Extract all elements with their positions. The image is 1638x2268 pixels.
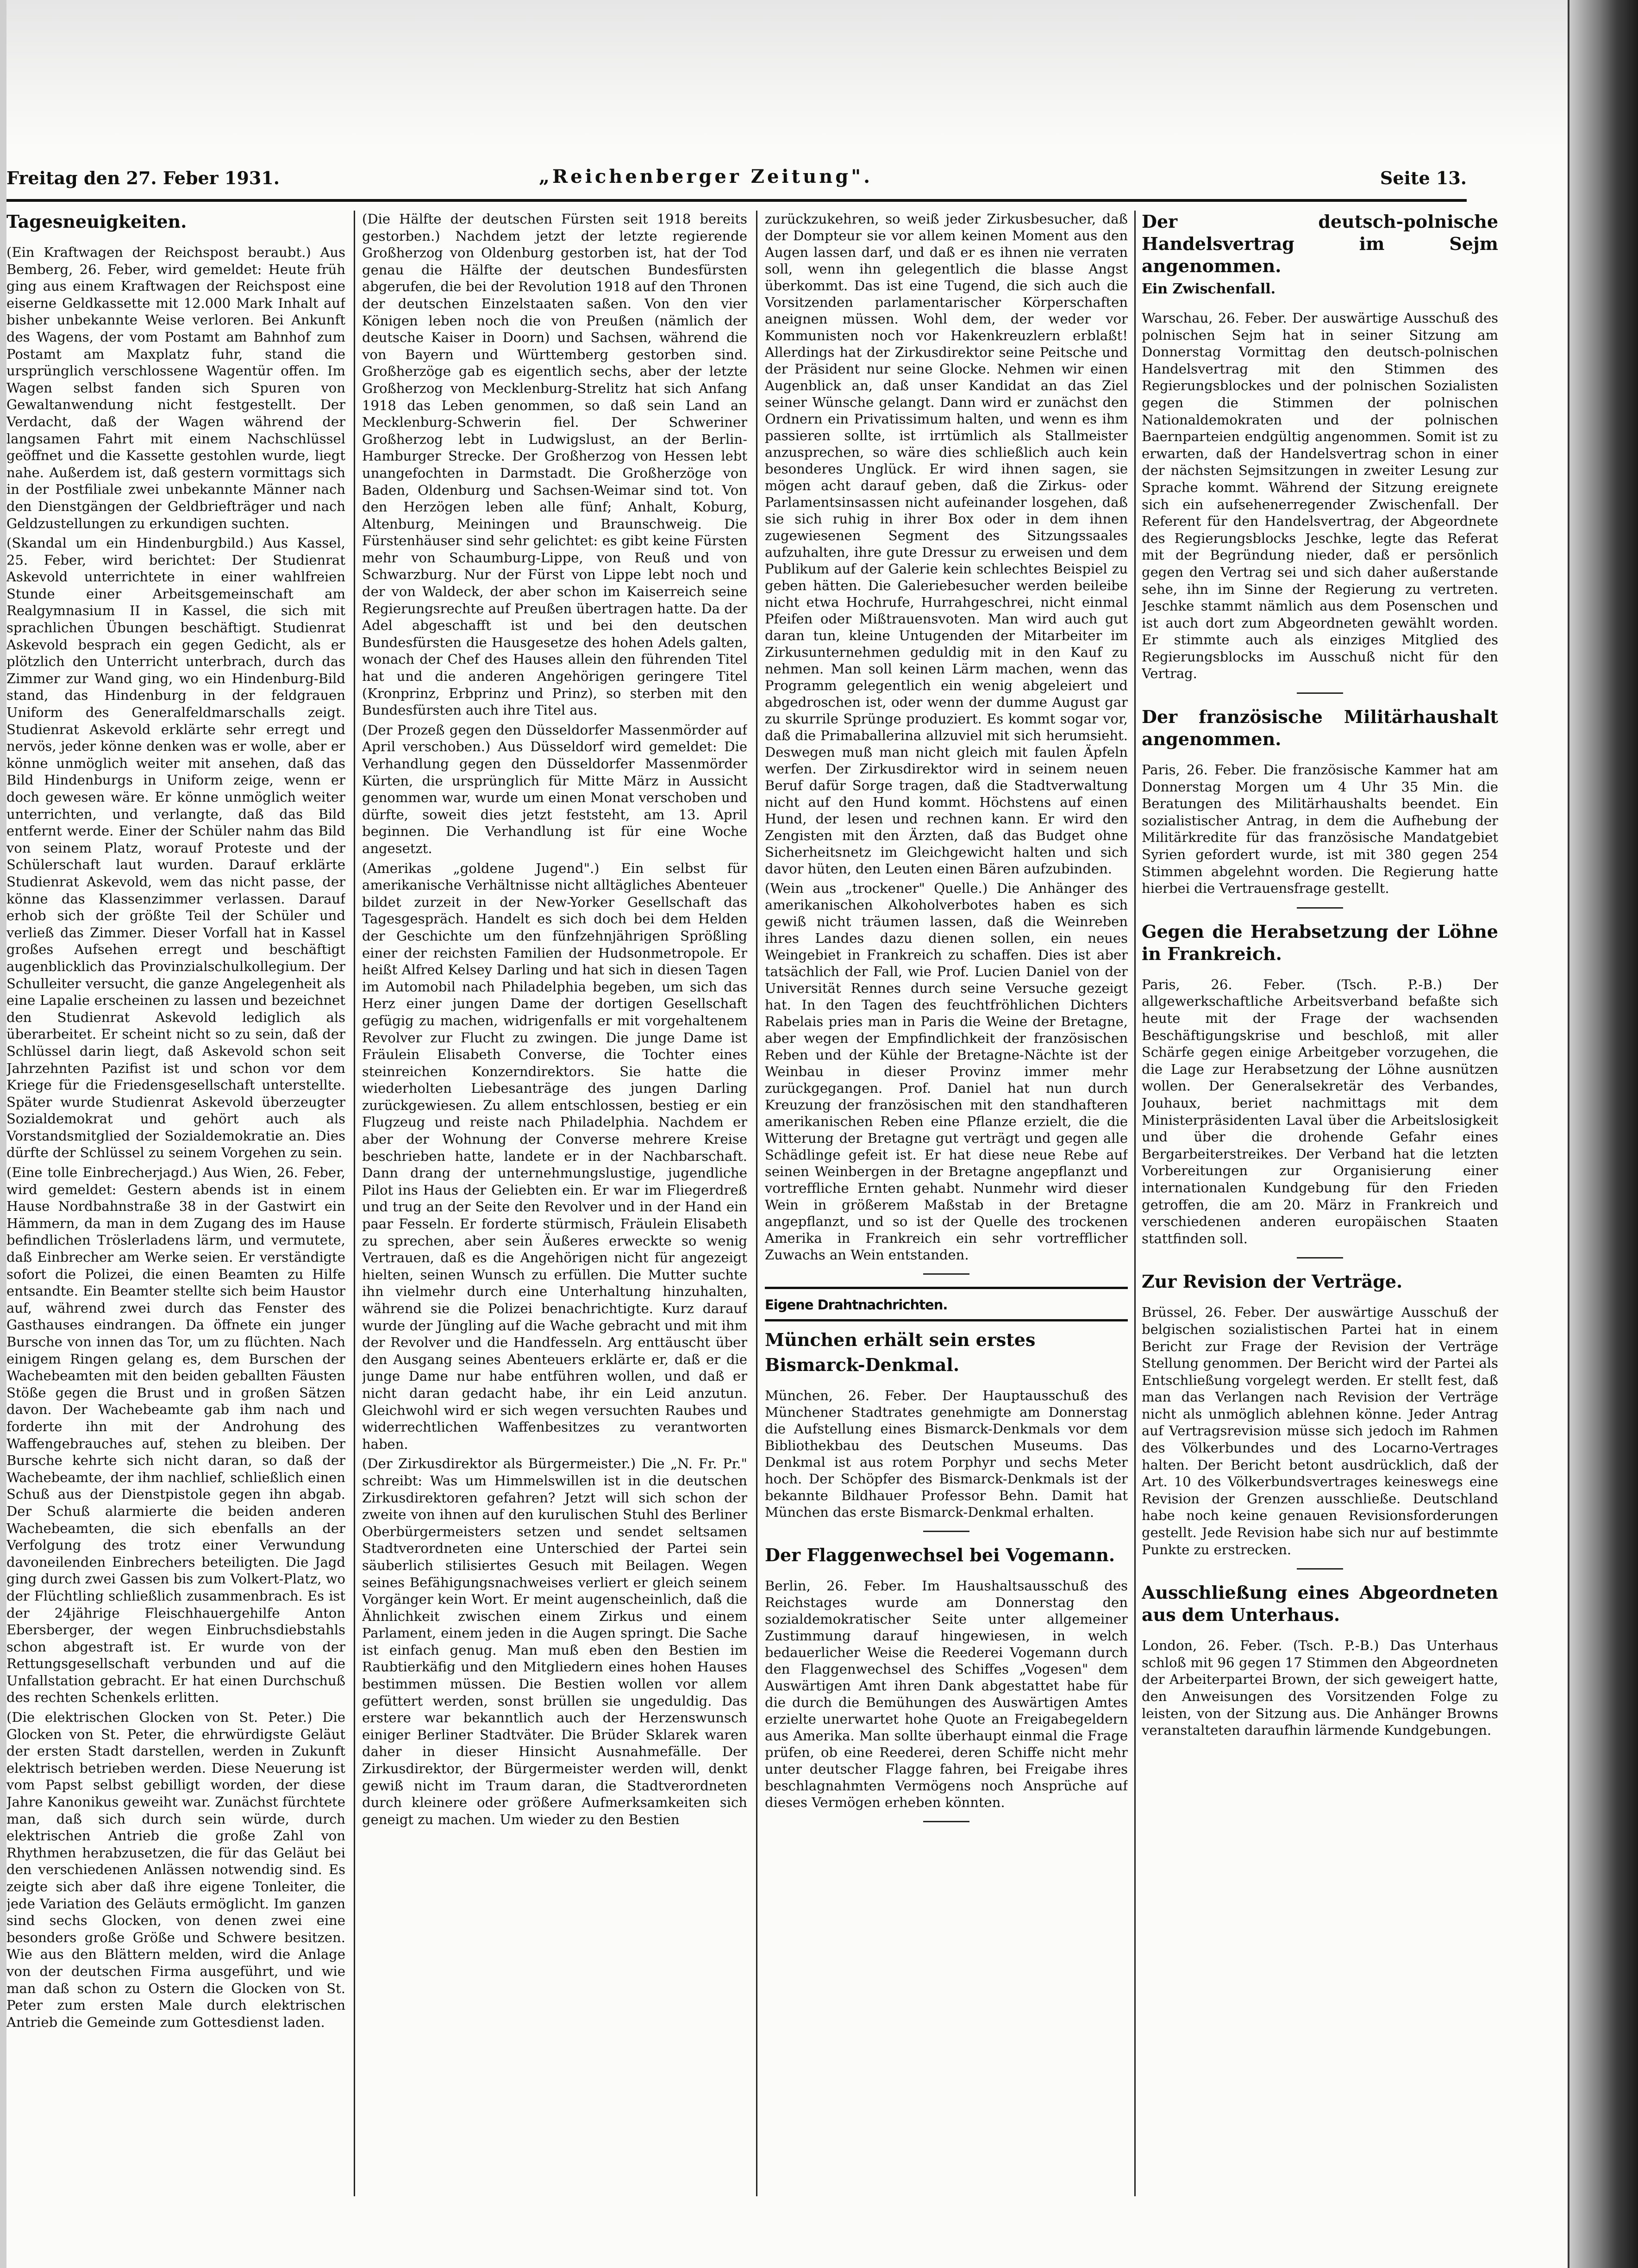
separator <box>1297 1257 1343 1259</box>
gutter-edge-line <box>1568 0 1569 2268</box>
article-zirkusdirektor: (Der Zirkusdirektor als Bürgermeister.) Die „N. Fr. Pr." schreibt: Was um Himmelswillen ist in die deutschen Zirkusdirektoren gefahren? Jetzt will sich schon der zweite von ihnen auf den kurulischen Stuhl des Berliner Oberbürgermeisters setzen und sendet seltsamen Stadtverordneten eine Unterschied der Partei sein säuberlich stilisiertes Gesuch mit Beilagen. Wegen seines Befähigungsnachweises verliert er gleich seinem Vorgänger kein Wort. Er meint augenscheinlich, daß die Ähnlichkeit zwischen einem Zirkus und einem Parlament, einem jeden in die Augen springt. Die Sache ist einfach genug. Man muß eben den Bestien im Raubtierkäfig und den Mitgliedern eines hohen Hauses bestimmen müssen. Die Bestien wollen vor allem gefüttert werden, sonst brüllen sie ungeduldig. Das erstere war bekanntlich auch der Herzenswunsch einiger Berliner Stadtväter. Die Brüder Sklarek waren daher in dieser Hinsicht Ausnahmefälle. Der Zirkusdirektor, der Bürgermeister werden will, denkt gewiß nicht im Traum daran, die Stadtverordneten durch kleinere oder größere Aufmerksamkeiten sich geneigt zu machen. Um wieder zu den Bestien <box>362 1456 747 1827</box>
separator-wide <box>765 1319 1128 1321</box>
headline-handelsvertrag: Der deutsch-polnische Handelsvertrag im Sejm angenommen. <box>1142 211 1498 276</box>
article-zirkusdirektor-cont: zurückzukehren, so weiß jeder Zirkusbesucher, daß der Dompteur sie vor allem keinen Moment aus den Augen lassen darf, und daß er es ihnen nie verraten soll, wenn ihn gelegentlich die blasse Angst überkommt. Das ist eine Tugend, die sich auch die Vorsitzenden parlamentarischer Körperschaften aneignen müssen. Wohl dem, der weder vor Kommunisten noch vor Hakenkreuzlern erblaßt! Allerdings hat der Zirkusdirektor seine Peitsche und der Präsident nur seine Glocke. Nehmen wir einen Augenblick an, daß unser Kandidat an das Ziel seiner Wünsche gelangt. Dann wird er zunächst den Ordnern ein Privatissimum halten, und wenn es ihm passieren sollte, ist irrtümlich als Stallmeister anzusprechen, so wäre dies schließlich auch kein besonderes Unglück. Er wird ihnen sagen, sie mögen acht darauf geben, daß die Zirkus- oder Parlamentsinsassen nicht aufeinander losgehen, daß sie sich ruhig in ihrer Box oder in dem ihnen zugewiesenen Segment des Sitzungssaales aufzuhalten, ihre gute Dressur zu erweisen und dem Publikum auf der Galerie kein schlechtes Beispiel zu geben hätten. Die Galeriebesucher werden beileibe nicht etwa Hochrufe, Hurrahgeschrei, nicht einmal Pfeifen oder Mißtrauensvoten. Man wird auch gut daran tun, kleine Untugenden der Mitarbeiter im Zirkusunternehmen geduldig mit in den Kauf zu nehmen. Man soll keinen Lärm machen, wenn das Programm gelegentlich ein wenig abgeleiert und abgedroschen ist, oder wenn der dumme August gar zu skurrile Sprünge produziert. Es kommt sogar vor, daß die Primaballerina allzuviel mit sich herumsieht. Deswegen muß man nicht gleich mit faulen Äpfeln werfen. Der Zirkusdirektor wird in seinem neuen Beruf dafür Sorge tragen, daß die Stadtverwaltung nicht auf den Hund kommt. Höchstens auf einen Hund, der lesen und rechnen kann. Er wird den Zengisten mit den Ärzten, daß das Budget ohne Sicherheitsnetz im Gleichgewicht halten und sich davor hüten, den Leuten einen Bären aufzubinden. <box>765 211 1128 877</box>
headline-bismarck-2: Bismarck-Denkmal. <box>765 1354 960 1375</box>
column-2 <box>362 211 747 2196</box>
article-flaggenwechsel: Berlin, 26. Feber. Im Haushaltsausschuß des Reichstages wurde am Donnerstag den sozialdemokratischer Seite unter allgemeiner Zustimmung darauf hingewiesen, in welch bedauerlicher Weise die Reederei Vogemann durch den Flaggenwechsel des Schiffes „Vogesen" dem Auswärtigen Amt ihren Dank abgestattet habe für die durch die Bemühungen des Auswärtigen Amtes erzielte unerwartet hohe Quote an Freigabegeldern aus Amerika. Man sollte überhaupt einmal die Frage prüfen, ob eine Reederei, deren Schiffe nicht mehr unter deutscher Flagge fahren, bei Freigabe ihres beschlagnahmten Vermögens noch Ansprüche auf dieses Vermögen erheben könnten. <box>765 1577 1128 1810</box>
separator <box>1297 907 1343 909</box>
separator <box>1297 692 1343 694</box>
separator-wide <box>765 1287 1128 1289</box>
headline-unterhaus: Ausschließung eines Abgeordneten aus dem Unterhaus. <box>1142 1582 1498 1626</box>
page-left-edge <box>0 0 6 2268</box>
newspaper-title: „Reichenberger Zeitung". <box>539 166 873 187</box>
subheadline-zwischenfall: Ein Zwischenfall. <box>1142 281 1276 297</box>
article-handelsvertrag: Warschau, 26. Feber. Der auswärtige Ausschuß des polnischen Sejm hat in seiner Sitzung am Donnerstag Vormittag den deutsch-polnischen Handelsvertrag mit den Stimmen des Regierungsblockes und der polnischen Sozialisten gegen die Stimmen der polnischen Nationaldemokraten und der polnischen Baernparteien endgültig angenommen. Somit ist zu erwarten, daß der Handelsvertrag schon in einer der nächsten Sejmsitzungen in zweiter Lesung zur Sprache kommt. Während der Sitzung ereignete sich ein aufsehenerregender Zwischenfall. Der Referent für den Handelsvertrag, der Abgeordnete des Regierungsblocks Jeschke, legte das Referat mit der Begründung nieder, daß er persönlich gegen den Vertrag sei und sich daher außerstande sehe, ihn im Sinne der Regierung zu vertreten. Jeschke stammt nämlich aus dem Posenschen und ist auch dort zum Abgeordneten gewählt worden. Er stimmte auch als einziges Mitglied des Regierungsblocks im Ausschuß nicht für den Vertrag. <box>1142 310 1498 682</box>
separator <box>1297 1568 1343 1570</box>
headline-flaggenwechsel: Der Flaggenwechsel bei Vogemann. <box>765 1544 1115 1565</box>
headline-loehne-frankreich: Gegen die Herabsetzung der Löhne in Frankreich. <box>1142 921 1498 964</box>
article-einbrecherjagd: (Eine tolle Einbrecherjagd.) Aus Wien, 26. Feber, wird gemeldet: Gestern abends ist in einem Hause Nordbahnstraße 38 in der Gastwirt ein Hämmern, da man in dem Zugang des im Hause befindlichen Tröslerladens lärm, und vermutete, daß Einbrecher am Werke seien. Er verständigte sofort die Polizei, die einen Beamten zu Hilfe entsandte. Ein Beamter stellte sich beim Haustor auf, während zwei durch das Fenster des Gasthauses eindrangen. Da öffnete ein junger Bursche von innen das Tor, um zu flüchten. Nach einigem Ringen gelang es, dem Burschen der Wachebeamten mit den beiden geballten Fäusten Stöße gegen die Brust und in großen Sätzen davon. Der Wachebeamte gab ihm nach und forderte ihn mit der Androhung des Waffengebrauches auf, stehen zu bleiben. Der Bursche kehrte sich nicht daran, so daß der Wachebeamte, der ihm nachlief, schließlich einen Schuß aus der Dienstpistole gegen ihn abgab. Der Schuß alarmierte die beiden anderen Wachebeamten, die sich ebenfalls an der Verfolgung des trotz einer Verwundung davoneilenden Einbrechers beteiligten. Die Jagd ging durch zwei Gassen bis zum Volkert-Platz, wo der Flüchtling schließlich zusammenbrach. Es ist der 24jährige Fleischhauergehilfe Anton Ebersberger, der wegen Einbruchsdiebstahls schon abgestraft ist. Er wurde von der Rettungsgesellschaft verbunden und auf die Unfallstation gebracht. Er hat einen Durchschuß des rechten Schenkels erlitten. <box>6 1165 345 1706</box>
masthead-rule <box>6 199 1467 202</box>
headline-revision-vertraege: Zur Revision der Verträge. <box>1142 1271 1403 1292</box>
article-goldene-jugend: (Amerikas „goldene Jugend".) Ein selbst für amerikanische Verhältnisse nicht alltägliches Abenteuer bildet zurzeit in der New-Yorker Gesellschaft das Tagesgespräch. Handelt es sich doch bei dem Helden der Geschichte um den fünfzehnjährigen Sprößling einer der reichsten Familien der Hudsonmetropole. Er heißt Alfred Kelsey Darling und hat sich in diesen Tagen im Automobil nach Philadelphia begeben, um sich das Herz einer jungen Dame der dortigen Gesellschaft gefügig zu machen, widrigenfalls er mit vorgehaltenem Revolver zur Flucht zu zwingen. Die junge Dame ist Fräulein Elisabeth Converse, die Tochter eines steinreichen Konzerndirektors. Sie hatte die wiederholten Liebesanträge des jungen Darling zurückgewiesen. Zu allem entschlossen, bestieg er ein Flugzeug und reiste nach Philadelphia. Nachdem er aber der Wohnung der Converse mehrere Kreise beschrieben hatte, landete er in der Nachbarschaft. Dann drang der unternehmungslustige, jugendliche Pilot ins Haus der Geliebten ein. Er war im Fliegerdreß und trug an der Seite den Revolver und in der Hand ein paar Fesseln. Er forderte stürmisch, Fräulein Elisabeth zu sprechen, aber sein Äußeres erweckte so wenig Vertrauen, daß es die Angehörigen nicht für angezeigt hielten, seinen Wunsch zu erfüllen. Die Mutter suchte ihn vielmehr durch eine Unterhaltung hinzuhalten, während sie die Polizei benachrichtigte. Kurz darauf wurde der Jüngling auf die Wache gebracht und mit ihm der Revolver und die Handfesseln. Arg enttäuscht über den Ausgang seines Abenteuers erklärte er, daß er die junge Dame nur habe entführen wollen, und daß er nicht daran gedacht habe, ihr ein Leid anzutun. Gleichwohl wird er sich wegen versuchten Raubes und widerrechtlichen Waffenbesitzes zu verantworten haben. <box>362 860 747 1452</box>
article-militaerhaushalt: Paris, 26. Feber. Die französische Kammer hat am Donnerstag Morgen um 4 Uhr 35 Min. die Beratungen des Militärhaushalts beendet. Ein sozialistischer Antrag, in dem die Aufhebung der Militärkredite für das französische Mandatgebiet Syrien gefordert wurde, ist mit 380 gegen 254 Stimmen abgelehnt worden. Die Regierung hatte hierbei die Vertrauensfrage gestellt. <box>1142 762 1498 897</box>
article-loehne-frankreich: Paris, 26. Feber. (Tsch. P.-B.) Der allgewerkschaftliche Arbeitsverband befaßte sich heute mit der Frage der wachsenden Beschäftigungskrise und beschloß, mit aller Schärfe gegen einige Arbeitgeber vorzugehen, die die Lage zur Herabsetzung der Löhne ausnützen wollen. Der Generalsekretär des Verbandes, Jouhaux, beriet nachmittags mit dem Ministerpräsidenten Laval über die Arbeitslosigkeit und über die drohende Gefahr eines Bergarbeiterstreikes. Der Verband hat die letzten Vorbereitungen zur Organisierung einer internationalen Kundgebung für den Frieden getroffen, die am 20. März in Frankreich und verschiedenen anderen europäischen Staaten stattfinden soll. <box>1142 976 1498 1246</box>
headline-bismarck: München erhält sein erstes <box>765 1329 1036 1350</box>
section-heading: Tagesneuigkeiten. <box>6 211 187 232</box>
column-1 <box>6 211 345 2196</box>
column-rule <box>1134 211 1136 2196</box>
separator <box>923 1531 969 1532</box>
article-duesseldorf-prozess: (Der Prozeß gegen den Düsseldorfer Massenmörder auf April verschoben.) Aus Düsseldorf wird gemeldet: Die Verhandlung gegen den Düsseldorfer Massenmörder Kürten, die ursprünglich für Mitte März in Aussicht genommen war, wurde um einen Monat verschoben und dürfte, soweit dies jetzt feststeht, am 13. April beginnen. Die Verhandlung ist für eine Woche angesetzt. <box>362 722 747 856</box>
separator <box>923 1273 969 1275</box>
page-top-margin <box>0 0 1574 148</box>
banner-drahtnachrichten: Eigene Drahtnachrichten. <box>765 1297 948 1313</box>
article-unterhaus: London, 26. Feber. (Tsch. P.-B.) Das Unterhaus schloß mit 96 gegen 17 Stimmen den Abgeordneten der Arbeiterpartei Brown, der sich geweigert hatte, den Anweisungen des Vorsitzenden Folge zu leisten, von der Sitzung aus. Die Anhänger Browns veranstalteten daraufhin lärmende Kundgebungen. <box>1142 1638 1498 1738</box>
article-revision-vertraege: Brüssel, 26. Feber. Der auswärtige Ausschuß der belgischen sozialistischen Partei hat in einem Bericht zur Frage der Revision der Verträge Stellung genommen. Der Bericht wird der Partei als Entschließung vorgelegt werden. Er stellt fest, daß man das Verlangen nach Revision der Verträge nicht als unmöglich ablehnen könne. Jeder Antrag auf Vertragsrevision müsse sich jedoch im Rahmen des Völkerbundes und des Locarno-Vertrages halten. Der Bericht betont ausdrücklich, daß der Art. 10 des Völkerbundsvertrages keineswegs eine Revision der Grenzen ausschließe. Deutschland habe noch keine genauen Revisionsforderungen gestellt. Jede Revision habe sich nur auf bestimmte Punkte zu erstrecken. <box>1142 1304 1498 1558</box>
book-binding-gutter <box>1569 0 1638 2268</box>
column-3 <box>765 211 1128 2196</box>
issue-date: Freitag den 27. Feber 1931. <box>6 168 280 188</box>
article-hindenburgbild: (Skandal um ein Hindenburgbild.) Aus Kassel, 25. Feber, wird berichtet: Der Studienrat Askevold unterrichtete in einer wahlfreien Stunde einer Arbeitsgemeinschaft am Realgymnasium II in Kassel, die sich mit sprachlichen Übungen beschäftigt. Studienrat Askevold besprach ein gegen Gedicht, als er plötzlich den Unterricht unterbrach, durch das Zimmer zur Wand ging, wo ein Hindenburg-Bild stand, das Hindenburg in der feldgrauen Uniform des Generalfeldmarschalls zeigt. Studienrat Askevold erklärte sehr erregt und nervös, jeder könne denken was er wolle, aber er könne unmöglich weiter mit ansehen, daß das Bild Hindenburgs in Uniform zeige, wenn er doch gewesen wäre. Er könne unmöglich weiter unterrichten, und verlangte, daß das Bild entfernt werde. Einer der Schüler nahm das Bild von seinem Platz, worauf Proteste und der Schülerschaft laut wurden. Darauf erklärte Studienrat Askevold, wem das nicht passe, der könne das Klassenzimmer verlassen. Darauf erhob sich der größte Teil der Schüler und verließ das Zimmer. Dieser Vorfall hat in Kassel großes Aufsehen erregt und beschäftigt augenblicklich das Provinzialschulkollegium. Der Schulleiter versucht, die ganze Angelegenheit als eine Lapalie erscheinen zu lassen und bezeichnet den Studienrat Askevold lediglich als überarbeitet. Er scheint nicht so zu sein, daß der Schlüssel darin liegt, daß Askevold schon seit Jahrzehnten Pazifist ist und schon vor dem Kriege für die Friedensgesellschaft unterstellte. Später wurde Studienrat Askevold überzeugter Sozialdemokrat und gehört auch als Vorstandsmitglied der Sozialdemokratie an. Dies dürfte der Schlüssel zu seinem Vorgehen zu sein. <box>6 535 345 1161</box>
headline-militaerhaushalt: Der französische Militärhaushalt angenommen. <box>1142 706 1498 750</box>
masthead <box>6 157 1467 199</box>
article-kraftwagen: (Ein Kraftwagen der Reichspost beraubt.) Aus Bemberg, 26. Feber, wird gemeldet: Heute früh ging aus einem Kraftwagen der Reichspost eine eiserne Geldkassette mit 12.000 Mark Inhalt auf bisher unbekannte Weise verloren. Bei Ankunft des Wagens, der vom Postamt am Bahnhof zum Postamt am Maxplatz fuhr, stand die ursprünglich verschlossene Wagentür offen. Im Wagen selbst fanden sich Spuren von Gewaltanwendung nicht festgestellt. Der Verdacht, daß der Wagen während der langsamen Fahrt mit einem Nachschlüssel geöffnet und die Kassette gestohlen wurde, liegt nahe. Außerdem ist, daß gestern vormittags sich in der Postfiliale zwei unbekannte Männer nach den Dienstgängen der Geldbriefträger und nach Geldzustellungen zu erkundigen suchten. <box>6 244 345 531</box>
article-deutsche-fuersten: (Die Hälfte der deutschen Fürsten seit 1918 bereits gestorben.) Nachdem jetzt der letzte regierende Großherzog von Oldenburg gestorben ist, hat der Tod genau die Hälfte der deutschen Bundesfürsten abgerufen, die bei der Revolution 1918 auf den Thronen der deutschen Einzelstaaten saßen. Von den vier Königen leben noch die von Preußen (nämlich der deutsche Kaiser in Doorn) und Sachsen, während die von Bayern und Württemberg gestorben sind. Großherzöge gab es eigentlich sechs, aber der letzte Großherzog von Mecklenburg-Strelitz hat sich Anfang 1918 das Leben genommen, so daß sein Land an Mecklenburg-Schwerin fiel. Der Schweriner Großherzog lebt in Ludwigslust, an der Berlin-Hamburger Strecke. Der Großherzog von Hessen lebt unangefochten in Darmstadt. Die Großherzöge von Baden, Oldenburg und Sachsen-Weimar sind tot. Von den Herzögen leben alle fünf; Anhalt, Koburg, Altenburg, Meiningen und Braunschweig. Die Fürstenhäuser sind sehr gelichtet: es gibt keine Fürsten mehr von Schaumburg-Lippe, von Reuß und von Schwarzburg. Nur der Fürst von Lippe lebt noch und der von Waldeck, der aber schon im Kaiserreich seine Regierungsrechte auf Preußen übertragen hatte. Da der Adel abgeschafft ist und bei den deutschen Bundesfürsten die Hausgesetze des hohen Adels galten, wonach der Chef des Hauses allein den führenden Titel hat und die anderen Angehörigen geringere Titel (Kronprinz, Erbprinz und Prinz), so sterben mit den Bundesfürsten auch ihre Titel aus. <box>362 211 747 718</box>
column-4 <box>1142 211 1498 2196</box>
separator <box>923 1821 969 1822</box>
page-number: Seite 13. <box>1380 168 1467 188</box>
article-wein-trockene-quelle: (Wein aus „trockener" Quelle.) Die Anhänger des amerikanischen Alkoholverbotes haben es sich gewiß nicht träumen lassen, daß die Weinreben ihres Landes dazu dienen sollen, ein neues Weingebiet in Frankreich zu schaffen. Dies ist aber tatsächlich der Fall, wie Prof. Lucien Daniel von der Universität Rennes durch seine Versuche gezeigt hat. In den Tagen des feuchtfröhlichen Dichters Rabelais pries man in Paris die Weine der Bretagne, aber wegen der Empfindlichkeit der französischen Reben und der Kühle der Bretagne-Nächte ist der Weinbau in dieser Provinz immer mehr zurückgegangen. Prof. Daniel hat nun durch Kreuzung der französischen mit den standhafteren amerikanischen Reben eine Pflanze erzielt, die die Witterung der Bretagne gut verträgt und gegen alle Schädlinge gefeit ist. Er hat diese neue Rebe auf seinen Weinbergen in der Bretagne angepflanzt und vortreffliche Ernten gehabt. Nunmehr wird dieser Wein in größerem Maßstab in der Bretagne angepflanzt, und so ist der Quelle des trockenen Amerika in Frankreich ein sehr vortrefflicher Zuwachs an Wein entstanden. <box>765 880 1128 1263</box>
column-rule <box>756 211 757 2196</box>
article-bismarck-denkmal: München, 26. Feber. Der Hauptausschuß des Münchener Stadtrates genehmigte am Donnerstag die Aufstellung eines Bismarck-Denkmals vor dem Bibliothekbau des Deutschen Museums. Das Denkmal ist aus rotem Porphyr und sechs Meter hoch. Der Schöpfer des Bismarck-Denkmals ist der bekannte Bildhauer Professor Behn. Damit hat München das erste Bismarck-Denkmal erhalten. <box>765 1387 1128 1520</box>
column-rule <box>354 211 355 2196</box>
article-glocken-st-peter: (Die elektrischen Glocken von St. Peter.) Die Glocken von St. Peter, die ehrwürdigste Geläut der ersten Stadt darstellen, werden in Zukunft elektrisch betrieben werden. Diese Neuerung ist vom Papst selbst gebilligt worden, der diese Jahre Kanonikus geweiht war. Zunächst fürchtete man, daß sich durch sein würde, durch elektrischen Antrieb die große Zahl von Rhythmen herabzusetzen, die für das Geläut bei den verschiedenen Anlässen notwendig sind. Es zeigte sich aber daß ihre eigene Tonleiter, die jede Variation des Geläuts ermöglicht. Im ganzen sind sechs Glocken, von denen zwei eine besonders große Größe und Schwere besitzen. Wie aus den Blättern melden, wird die Anlage von der deutschen Firma ausgeführt, und wie man daß schon zu Ostern die Glocken von St. Peter zum ersten Male durch elektrischen Antrieb die Gemeinde zum Gottesdienst laden. <box>6 1709 345 2030</box>
